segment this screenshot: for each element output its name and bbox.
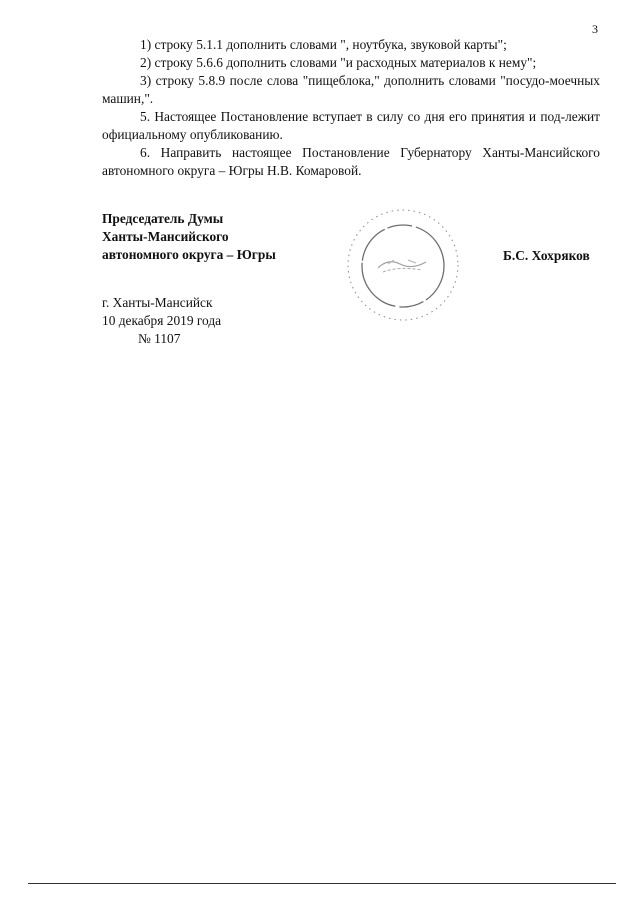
signer-title-line-1: Председатель Думы bbox=[102, 211, 224, 226]
footer-divider bbox=[28, 883, 616, 884]
paragraph-item-2: 2) строку 5.6.6 дополнить словами "и расходных материалов к нему"; bbox=[140, 55, 537, 70]
signer-title-line-3: автономного округа – Югры bbox=[102, 247, 276, 262]
place-date-block bbox=[102, 294, 221, 348]
signer-name: Б.С. Хохряков bbox=[503, 248, 590, 263]
paragraph-point-6: 6. Направить настоящее Постановление Губернатору Ханты-Мансийского автономного округа – Югры Н.В. Комаровой. bbox=[102, 145, 600, 178]
city: г. Ханты-Мансийск bbox=[102, 295, 213, 310]
document-date: 10 декабря 2019 года bbox=[102, 313, 222, 328]
seal-stamp-icon bbox=[338, 200, 468, 330]
document-body bbox=[102, 36, 600, 180]
paragraph-item-1: 1) строку 5.1.1 дополнить словами ", ноутбука, звуковой карты"; bbox=[140, 37, 507, 52]
signer-title-block bbox=[102, 210, 322, 264]
page-number: 3 bbox=[592, 22, 598, 36]
paragraph-item-3: 3) строку 5.8.9 после слова "пищеблока," дополнить словами "посудо-моечных машин,". bbox=[102, 73, 600, 106]
document-number: № 1107 bbox=[138, 331, 181, 346]
paragraph-point-5: 5. Настоящее Постановление вступает в силу со дня его принятия и под-лежит официальному опубликованию. bbox=[102, 109, 600, 142]
signer-title-line-2: Ханты-Мансийского bbox=[102, 229, 229, 244]
